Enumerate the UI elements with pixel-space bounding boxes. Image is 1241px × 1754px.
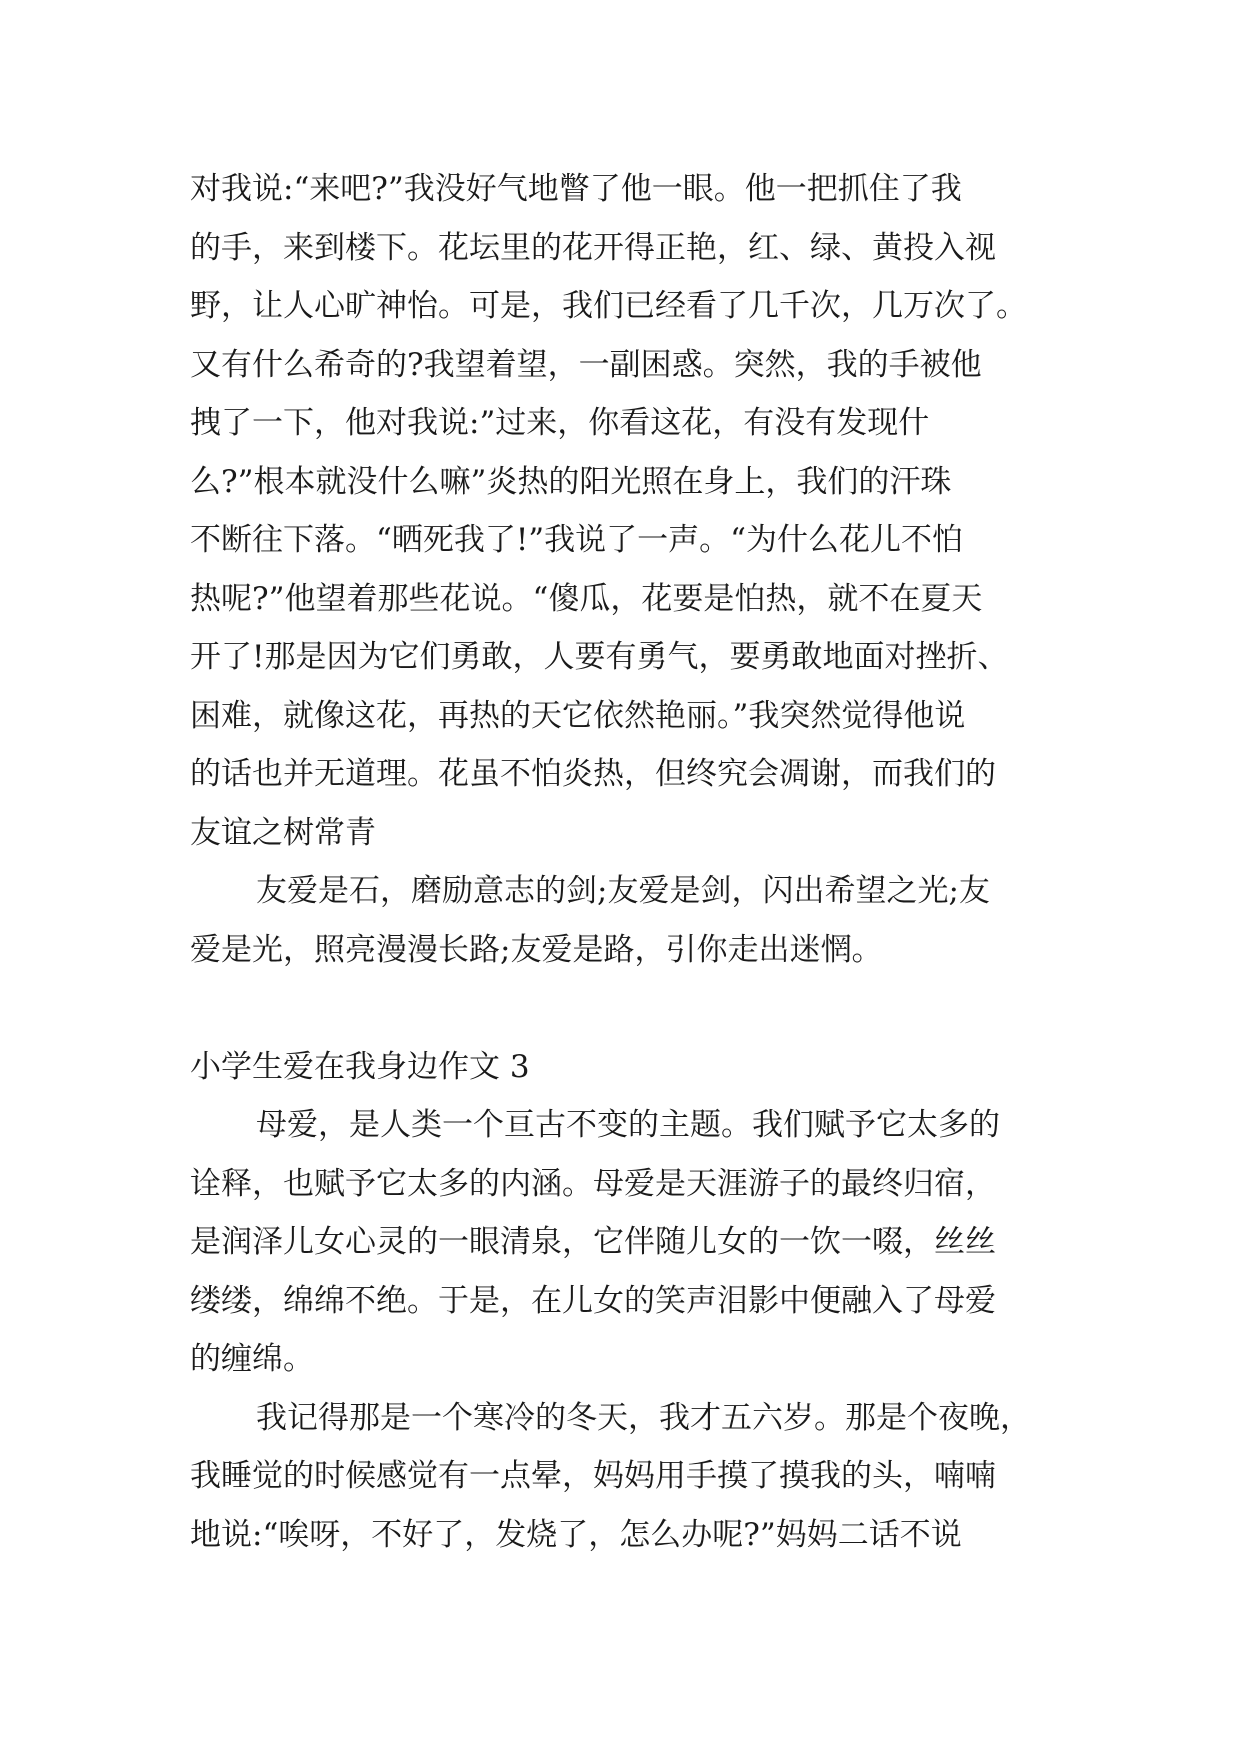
- text-line: 么?”根本就没什么嘛”炎热的阳光照在身上，我们的汗珠: [190, 463, 952, 500]
- paragraph-friendship-metaphor: [190, 862, 1070, 979]
- text-line: 缕缕，绵绵不绝。于是，在儿女的笑声泪影中便融入了母爱: [190, 1282, 996, 1319]
- text-line: 拽了一下，他对我说:”过来，你看这花，有没有发现什: [190, 405, 930, 441]
- text-line: 友谊之树常青: [190, 814, 376, 851]
- section-spacer: [190, 979, 1070, 1038]
- paragraph-mother-love: [190, 1096, 1070, 1389]
- text-line: 不断往下落。“晒死我了!”我说了一声。“为什么花儿不怕: [190, 522, 963, 558]
- text-line: 友爱是石，磨励意志的剑;友爱是剑，闪出希望之光;友: [256, 873, 990, 909]
- text-line: 热呢?”他望着那些花说。“傻瓜，花要是怕热，就不在夏天: [190, 580, 983, 617]
- text-line: 我记得那是一个寒冷的冬天，我才五六岁。那是个夜晚，: [256, 1399, 1031, 1436]
- text-line: 诠释，也赋予它太多的内涵。母爱是天涯游子的最终归宿，: [190, 1165, 996, 1202]
- text-line: 又有什么希奇的?我望着望，一副困惑。突然，我的手被他: [190, 346, 982, 383]
- text-line: 是润泽儿女心灵的一眼清泉，它伴随儿女的一饮一啜，丝丝: [190, 1224, 996, 1260]
- text-line: 我睡觉的时候感觉有一点晕，妈妈用手摸了摸我的头，喃喃: [190, 1458, 996, 1494]
- text-line: 的话也并无道理。花虽不怕炎热，但终究会凋谢，而我们的: [190, 756, 996, 792]
- text-line: 困难，就像这花，再热的天它依然艳丽。”我突然觉得他说: [190, 697, 966, 734]
- text-line: 的手，来到楼下。花坛里的花开得正艳，红、绿、黄投入视: [190, 229, 996, 266]
- text-line: 的缠绵。: [190, 1341, 314, 1377]
- text-line: 野，让人心旷神怡。可是，我们已经看了几千次，几万次了。: [190, 288, 1027, 324]
- paragraph-winter-memory: [190, 1389, 1070, 1565]
- text-line: 母爱，是人类一个亘古不变的主题。我们赋予它太多的: [256, 1107, 1000, 1143]
- text-line: 开了!那是因为它们勇敢，人要有勇气，要勇敢地面对挫折、: [190, 639, 1009, 675]
- section-heading: 小学生爱在我身边作文 3: [190, 1048, 530, 1085]
- text-line: 爱是光，照亮漫漫长路;友爱是路，引你走出迷惘。: [190, 931, 883, 968]
- text-line: 地说:“唉呀，不好了，发烧了，怎么办呢?”妈妈二话不说: [190, 1516, 962, 1553]
- document-body: [190, 160, 1070, 1564]
- text-line: 对我说:“来吧?”我没好气地瞥了他一眼。他一把抓住了我: [190, 171, 962, 207]
- paragraph-friend-flowers: [190, 160, 1070, 862]
